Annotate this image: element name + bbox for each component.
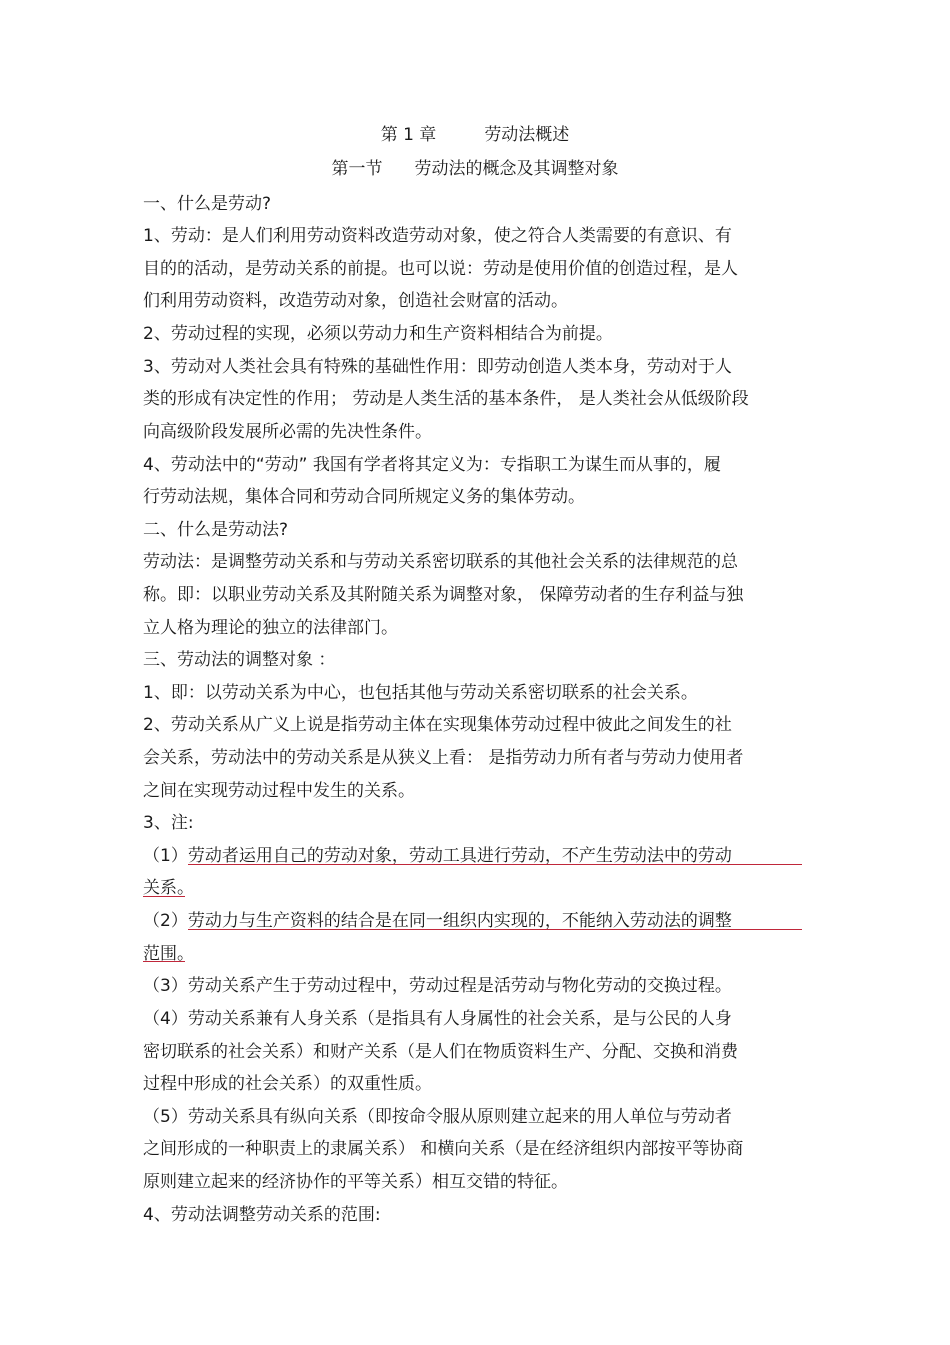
section-heading — [0, 158, 950, 180]
paragraph-line: 目的的活动，是劳动关系的前提。也可以说：劳动是使用价值的创造过程，是人 — [143, 259, 738, 279]
paragraph-line: 1、劳动：是人们利用劳动资料改造劳动对象，使之符合人类需要的有意识、有 — [143, 226, 732, 246]
paragraph-line: 4、劳动法调整劳动关系的范围: — [143, 1205, 381, 1225]
paragraph-line: 1、即：以劳动关系为中心，也包括其他与劳动关系密切联系的社会关系。 — [143, 683, 698, 703]
paragraph-line: （3）劳动关系产生于劳动过程中，劳动过程是活劳动与物化劳动的交换过程。 — [143, 976, 732, 996]
paragraph-line: 行劳动法规，集体合同和劳动合同所规定义务的集体劳动。 — [143, 487, 585, 507]
heading-what-is-labor-law: 二、什么是劳动法? — [143, 520, 289, 540]
red-underline — [188, 864, 802, 865]
paragraph-line-underlined: 关系。 — [143, 878, 194, 898]
red-underline — [143, 896, 185, 897]
paragraph-line: 向高级阶段发展所必需的先决性条件。 — [143, 422, 432, 442]
paragraph-line: 3、劳动对人类社会具有特殊的基础性作用：即劳动创造人类本身，劳动对于人 — [143, 357, 732, 377]
section-title: 劳动法的概念及其调整对象 — [414, 159, 619, 179]
red-underline — [188, 929, 802, 930]
paragraph-line: 原则建立起来的经济协作的平等关系）相互交错的特征。 — [143, 1172, 568, 1192]
red-underline — [143, 961, 185, 962]
paragraph-line: （5）劳动关系具有纵向关系（即按命令服从原则建立起来的用人单位与劳动者 — [143, 1107, 732, 1127]
chapter-title: 劳动法概述 — [484, 125, 570, 145]
heading-adjustment-object: 三、劳动法的调整对象 ： — [143, 650, 336, 670]
paragraph-line: 4、劳动法中的“劳动” 我国有学者将其定义为：专指职工为谋生而从事的，履 — [143, 455, 721, 475]
paragraph-line: 劳动法：是调整劳动关系和与劳动关系密切联系的其他社会关系的法律规范的总 — [143, 552, 738, 572]
paragraph-line-underlined: 范围。 — [143, 944, 194, 964]
heading-what-is-labor: 一、什么是劳动? — [143, 194, 272, 214]
paragraph-line: 之间在实现劳动过程中发生的关系。 — [143, 781, 415, 801]
paragraph-line-underlined: （2）劳动力与生产资料的结合是在同一组织内实现的，不能纳入劳动法的调整 — [143, 911, 732, 931]
paragraph-line: 3、注: — [143, 813, 194, 833]
paragraph-line: 过程中形成的社会关系）的双重性质。 — [143, 1074, 432, 1094]
paragraph-line: （4）劳动关系兼有人身关系（是指具有人身属性的社会关系，是与公民的人身 — [143, 1009, 732, 1029]
chapter-heading — [0, 124, 950, 146]
paragraph-line: 类的形成有决定性的作用； 劳动是人类生活的基本条件， 是人类社会从低级阶段 — [143, 389, 749, 409]
paragraph-line: 2、劳动过程的实现，必须以劳动力和生产资料相结合为前提。 — [143, 324, 613, 344]
paragraph-line: 立人格为理论的独立的法律部门。 — [143, 618, 398, 638]
paragraph-line: 之间形成的一种职责上的隶属关系） 和横向关系（是在经济组织内部按平等协商 — [143, 1139, 744, 1159]
paragraph-line: 密切联系的社会关系）和财产关系（是人们在物质资料生产、分配、交换和消费 — [143, 1042, 738, 1062]
section-number: 第一节 — [331, 159, 383, 179]
paragraph-line: 们利用劳动资料，改造劳动对象，创造社会财富的活动。 — [143, 291, 568, 311]
paragraph-line-underlined: （1）劳动者运用自己的劳动对象，劳动工具进行劳动，不产生劳动法中的劳动 — [143, 846, 732, 866]
paragraph-line: 称。即：以职业劳动关系及其附随关系为调整对象， 保障劳动者的生存利益与独 — [143, 585, 744, 605]
paragraph-line: 2、劳动关系从广义上说是指劳动主体在实现集体劳动过程中彼此之间发生的社 — [143, 715, 732, 735]
chapter-number: 第 1 章 — [380, 125, 437, 145]
paragraph-line: 会关系，劳动法中的劳动关系是从狭义上看： 是指劳动力所有者与劳动力使用者 — [143, 748, 744, 768]
